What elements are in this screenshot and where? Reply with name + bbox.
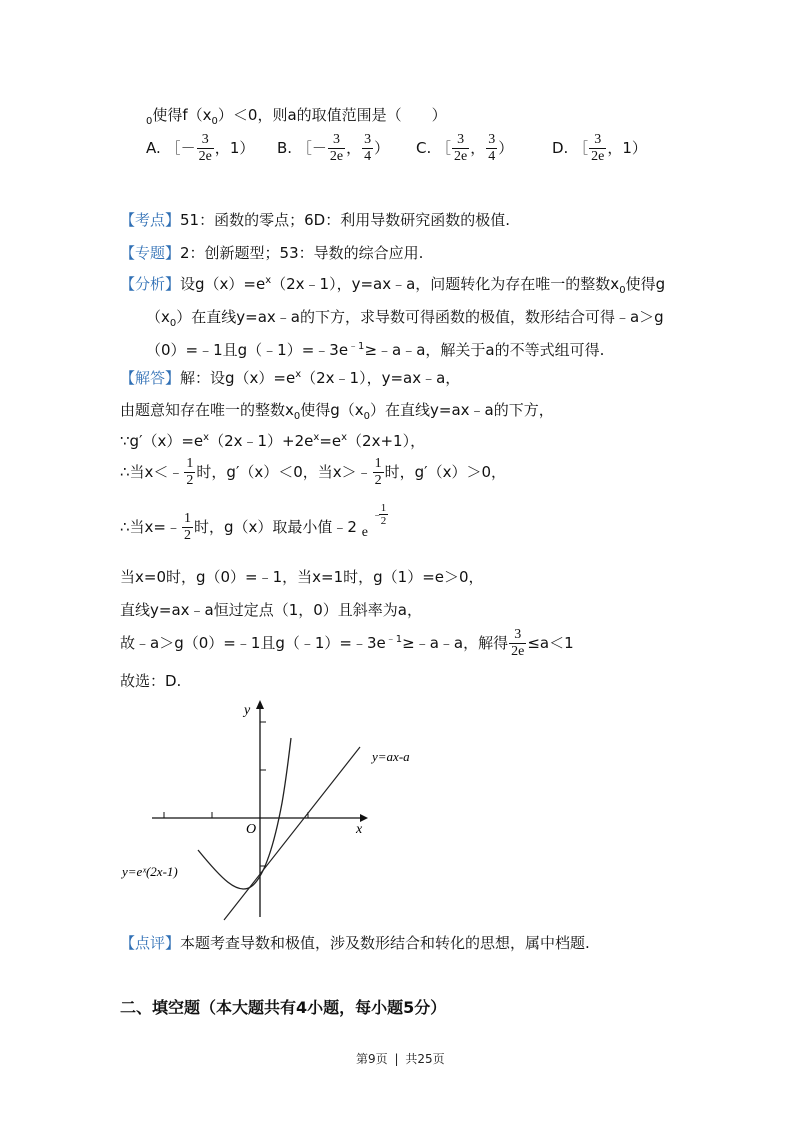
fraction [373, 456, 384, 489]
jieda-tag: 【解答】 [120, 369, 181, 387]
text: 解：设g（x）=e [180, 369, 296, 387]
base-e: e [361, 525, 368, 540]
text: （0）=﹣1且g（﹣1）=﹣3e [146, 341, 349, 359]
fraction [182, 511, 193, 544]
line-y-ax-a [224, 747, 360, 920]
option-label: D. [552, 139, 569, 157]
bracket: ） [374, 139, 390, 157]
fraction [184, 456, 195, 489]
fenxi-tag: 【分析】 [120, 275, 181, 293]
x-axis-label: x [356, 822, 363, 837]
separator: ， [470, 139, 486, 157]
bracket: ） [498, 139, 514, 157]
footer-separator: | [394, 1052, 399, 1066]
subscript: 0 [619, 285, 626, 296]
subscript: 0 [211, 116, 218, 127]
superscript: x [295, 369, 302, 380]
numerator: 3 [452, 132, 469, 149]
subscript: 0 [146, 116, 153, 127]
function-graph [110, 695, 480, 930]
text: 使得f（x [152, 106, 212, 124]
numerator: 1 [374, 456, 382, 471]
superscript: x [203, 432, 210, 443]
numerator: 3 [328, 132, 345, 149]
denominator: 2e [511, 644, 525, 659]
text: （x [146, 308, 170, 326]
zhuanti-text: 2：创新题型；53：导数的综合应用. [180, 244, 424, 262]
exponent-fraction [379, 502, 389, 527]
superscript: x [313, 432, 320, 443]
subscript: 0 [293, 411, 301, 422]
numerator: 3 [589, 132, 606, 149]
minus: － [180, 139, 196, 157]
upper-bound: 1） [229, 139, 255, 157]
fraction [509, 627, 526, 660]
text: （2x﹣1），y=ax﹣a， [301, 369, 461, 387]
fenxi-line-2 [146, 306, 664, 329]
kaodian-text: 51：函数的零点；6D：利用导数研究函数的极值. [180, 211, 510, 229]
minus: － [311, 139, 327, 157]
jieda-line-4 [120, 456, 506, 489]
denominator: 2 [380, 515, 387, 527]
bracket: ［ [573, 139, 589, 157]
bracket: ［ [165, 139, 181, 157]
text: ∵g′（x）=e [120, 432, 204, 450]
option-label: C. [416, 139, 432, 157]
y-axis-label: y [244, 703, 251, 718]
text: 故﹣a＞g（0）=﹣1且g（﹣1）=﹣3e [120, 634, 386, 652]
page-number: 第9页 [356, 1052, 388, 1066]
fenxi-line-1 [120, 273, 665, 296]
section-heading: 二、填空题（本大题共有4小题，每小题5分） [120, 998, 447, 1017]
kaodian-line [120, 209, 510, 230]
page-total: 共25页 [405, 1052, 445, 1066]
jieda-line-5 [120, 502, 388, 544]
denominator: 2 [186, 473, 194, 488]
text: ∴当x＜﹣ [120, 463, 184, 481]
jieda-line-3 [120, 430, 425, 451]
text: ≥﹣a﹣a，解得 [402, 634, 509, 652]
fraction [452, 132, 469, 165]
text: （2x+1）， [347, 432, 426, 450]
text: 由题意知存在唯一的整数x [120, 401, 294, 419]
text: 故选：D. [120, 672, 182, 690]
text: （2x﹣1），y=ax﹣a，问题转化为存在唯一的整数x [271, 275, 620, 293]
question-tail [146, 104, 447, 127]
dianping-line [120, 932, 590, 953]
option-label: B. [277, 139, 293, 157]
numerator: 1 [184, 511, 191, 526]
jieda-line-9 [120, 670, 181, 691]
denominator: 2e [329, 149, 344, 164]
fraction [328, 132, 345, 165]
page-footer [356, 1050, 445, 1067]
text: 直线y=ax﹣a恒过定点（1，0）且斜率为a， [120, 601, 422, 619]
fenxi-line-3 [146, 337, 604, 360]
option-d [552, 132, 647, 165]
jieda-line-1 [120, 367, 460, 388]
denominator: 2 [374, 473, 382, 488]
text: ∴当x=﹣ [120, 518, 181, 536]
numerator: 3 [488, 132, 496, 147]
text: （2x﹣1）+2e [209, 432, 314, 450]
jieda-line-7 [120, 599, 422, 620]
kaodian-tag: 【考点】 [120, 211, 181, 229]
text: 时，g′（x）＜0，当x＞﹣ [196, 463, 372, 481]
jieda-line-6 [120, 566, 484, 587]
denominator: 4 [364, 149, 372, 164]
subscript: 0 [169, 318, 177, 329]
text: 使得g（x [300, 401, 364, 419]
superscript: ﹣1 [348, 341, 365, 352]
numerator: 1 [186, 456, 194, 471]
superscript: ﹣1 [385, 634, 403, 645]
text: ）＜0，则a的取值范围是（ ） [217, 106, 447, 124]
text: 当x=0时，g（0）=﹣1，当x=1时，g（1）=e＞0， [120, 568, 484, 586]
line-label: y=ax-a [372, 749, 410, 764]
y-axis-arrow [256, 700, 264, 709]
bracket: ［ [436, 139, 452, 157]
numerator: 3 [364, 132, 372, 147]
denominator: 4 [488, 149, 496, 164]
zhuanti-tag: 【专题】 [120, 244, 181, 262]
text: 使得g [625, 275, 666, 293]
numerator: 1 [380, 502, 387, 514]
text: 时，g′（x）＞0， [384, 463, 507, 481]
text: 设g（x）=e [180, 275, 266, 293]
jieda-line-8 [120, 627, 574, 660]
jieda-line-2 [120, 399, 554, 422]
superscript: x [265, 275, 272, 286]
option-label: A. [146, 139, 161, 157]
option-b [277, 132, 389, 165]
text: ）在直线y=ax﹣a的下方，求导数可得函数的极值，数形结合可得﹣a＞g [176, 308, 664, 326]
text: ≥﹣a﹣a，解关于a的不等式组可得. [364, 341, 605, 359]
denominator: 2 [184, 528, 191, 543]
text: =e [319, 432, 342, 450]
denominator: 2e [198, 149, 212, 164]
option-c [416, 132, 513, 165]
origin-label: O [246, 822, 257, 837]
dianping-text: 本题考查导数和极值，涉及数形结合和转化的思想，属中档题. [180, 934, 590, 952]
separator: ， [214, 139, 230, 157]
subscript: 0 [363, 411, 371, 422]
upper-bound: 1） [622, 139, 647, 157]
fraction [197, 132, 214, 165]
denominator: 2e [454, 149, 468, 164]
option-a [146, 132, 254, 165]
separator: ， [607, 139, 623, 157]
numerator: 3 [509, 627, 526, 644]
x-axis-arrow [360, 814, 368, 822]
exponent-minus: ﹣ [371, 508, 383, 521]
fraction [589, 132, 606, 165]
fraction [362, 132, 373, 165]
text: ≤a＜1 [527, 634, 574, 652]
curve-label: y=eˣ(2x-1) [122, 864, 178, 879]
exponent-group [361, 502, 388, 540]
numerator: 3 [197, 132, 214, 149]
separator: ， [346, 139, 362, 157]
superscript: x [341, 432, 348, 443]
dianping-tag: 【点评】 [120, 934, 181, 952]
bracket: ［ [296, 139, 312, 157]
fraction [486, 132, 497, 165]
text: ）在直线y=ax﹣a的下方， [370, 401, 554, 419]
zhuanti-line [120, 242, 423, 263]
text: 时，g（x）取最小值﹣2 [194, 518, 357, 536]
denominator: 2e [591, 149, 605, 164]
